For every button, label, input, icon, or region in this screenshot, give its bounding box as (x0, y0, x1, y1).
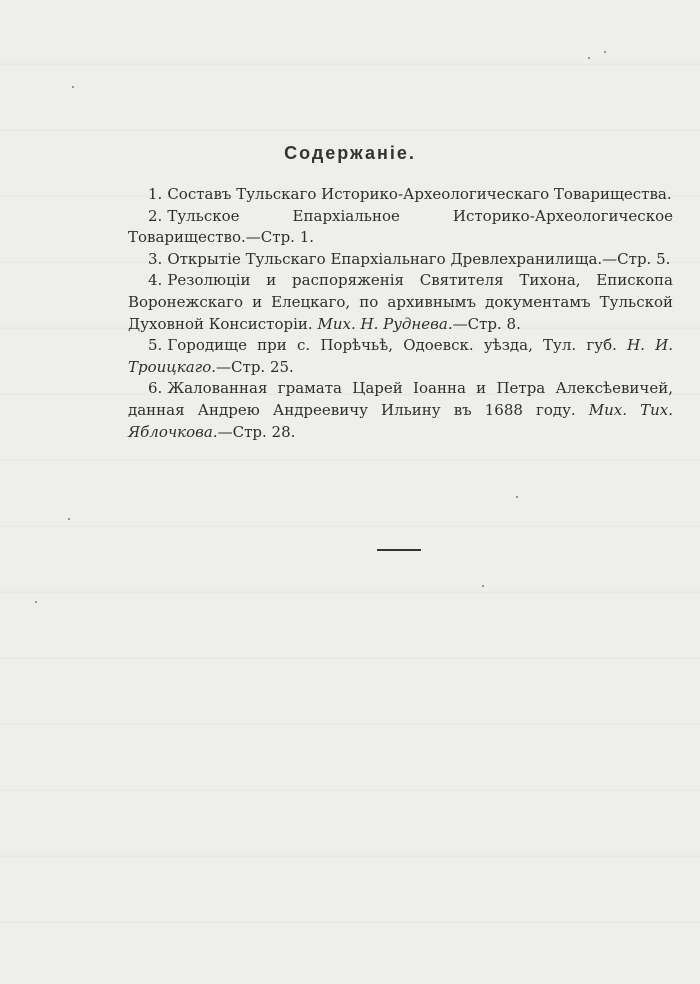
paper-speck (588, 57, 590, 59)
toc-entry-page: —Стр. 28. (217, 422, 296, 441)
toc-entry-page: —Стр. 8. (452, 314, 521, 333)
paper-speck (482, 585, 484, 587)
contents-heading: Содержаніе. (284, 143, 416, 163)
table-of-contents (128, 184, 673, 443)
toc-entry-title: Жалованная грамата Царей Іоанна и Петра Алексѣевичей, данная Андрею Андреевичу Ильину въ 1688 году. (128, 379, 673, 419)
toc-entry-number: 4. (148, 271, 163, 290)
paper-speck (35, 601, 37, 603)
toc-entry-page: —Стр. 25. (216, 357, 294, 376)
toc-entry-page: —Стр. 1. (245, 228, 315, 247)
toc-entry-1 (128, 184, 673, 206)
paper-speck (516, 496, 518, 498)
toc-entry-title: Городище при с. Порѣчьѣ, Одоевск. уѣзда, Тул. губ. (167, 336, 617, 355)
toc-entry-author: Мих. Тих. Яблочкова. (128, 400, 673, 441)
paper-speck (68, 518, 70, 520)
toc-entry-number: 2. (148, 206, 163, 225)
toc-entry-2 (128, 206, 673, 249)
toc-entry-title: Открытіе Тульскаго Епархіальнаго Древлехранилища. (167, 249, 603, 268)
toc-entry-number: 1. (148, 185, 163, 203)
toc-entry-author: Мих. Н. Руднева. (317, 314, 453, 333)
toc-entry-5 (128, 335, 673, 378)
toc-entry-3 (128, 249, 673, 271)
toc-entry-page: —Стр. 5. (602, 249, 671, 268)
toc-entry-number: 3. (148, 249, 163, 268)
toc-entry-number: 6. (148, 379, 163, 398)
toc-entry-number: 5. (148, 336, 163, 355)
paper-speck (604, 51, 606, 53)
toc-entry-author: Н. И. Троицкаго. (128, 336, 673, 376)
toc-entry-title: Составъ Тульскаго Историко-Археологическаго Товарищества. (167, 185, 672, 203)
paper-speck (72, 86, 74, 88)
toc-entry-title: Резолюціи и распоряженія Святителя Тихона, Епископа Воронежскаго и Елецкаго, по архивнымъ документамъ Тульской Духовной Консисторіи. (128, 271, 673, 333)
end-rule-divider (377, 549, 421, 551)
toc-entry-4 (128, 270, 673, 335)
toc-entry-title: Тульское Епархіальное Историко-Археологическое Товарищество. (128, 206, 673, 247)
toc-entry-6 (128, 378, 673, 443)
